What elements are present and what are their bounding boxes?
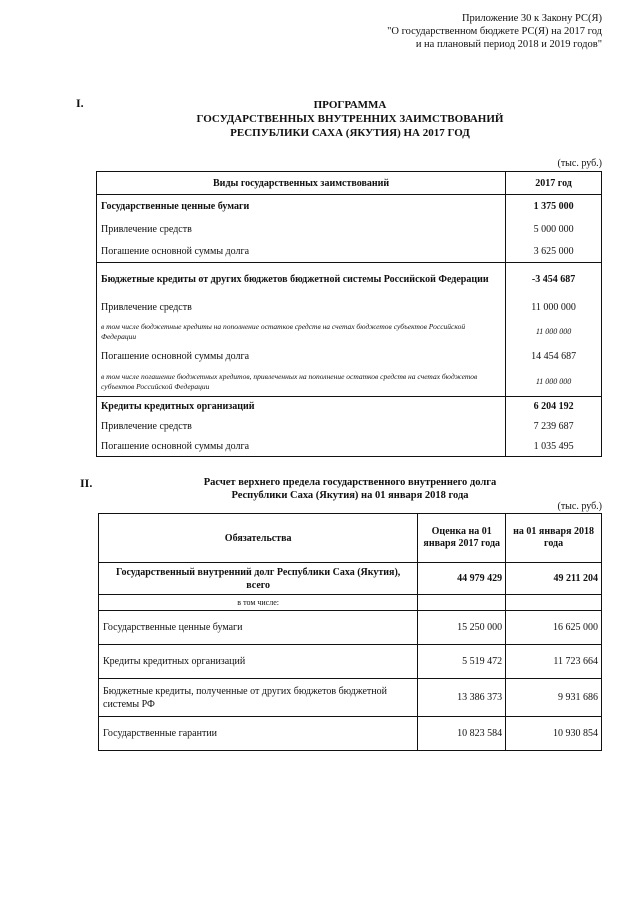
table-row bbox=[97, 263, 602, 297]
annex-line: и на плановый период 2018 и 2019 годов" bbox=[415, 39, 602, 50]
table-row bbox=[99, 717, 602, 751]
row-label: Государственные ценные бумаги bbox=[101, 201, 250, 213]
row-label: Привлечение средств bbox=[101, 421, 192, 432]
section1-title-line: ПРОГРАММА bbox=[313, 99, 387, 111]
section1-title-line: РЕСПУБЛИКИ САХА (ЯКУТИЯ) НА 2017 ГОД bbox=[230, 127, 470, 139]
table-row bbox=[97, 397, 602, 417]
table-row bbox=[99, 645, 602, 679]
table-row bbox=[99, 679, 602, 717]
table-row bbox=[97, 437, 602, 457]
row-label: Кредиты кредитных организаций bbox=[99, 645, 418, 679]
row-value-2017: 15 250 000 bbox=[418, 611, 506, 645]
section1-title bbox=[150, 98, 550, 140]
annex-line: Приложение 30 к Закону РС(Я) bbox=[461, 13, 602, 24]
row-label: Погашение основной суммы долга bbox=[101, 440, 250, 452]
section1-number: I. bbox=[76, 96, 84, 110]
row-value: 11 000 000 bbox=[506, 319, 602, 345]
row-label: Бюджетные кредиты, полученные от других бюджетов бюджетной системы РФ bbox=[99, 679, 418, 717]
row-value: 11 000 000 bbox=[506, 297, 602, 319]
row-value-2018: 49 211 204 bbox=[506, 563, 602, 595]
row-value-2018: 9 931 686 bbox=[506, 679, 602, 717]
row-value-2017: 13 386 373 bbox=[418, 679, 506, 717]
table-row bbox=[97, 297, 602, 319]
row-value: 3 625 000 bbox=[506, 241, 602, 263]
table-header-row bbox=[97, 172, 602, 195]
row-label: Погашение основной суммы долга bbox=[101, 245, 250, 257]
row-value-2017 bbox=[418, 595, 506, 611]
row-label: в том числе: bbox=[99, 595, 418, 611]
row-value-2017: 44 979 429 bbox=[418, 563, 506, 595]
row-value: 7 239 687 bbox=[506, 417, 602, 437]
row-label: в том числе бюджетные кредиты на пополнение остатков средств на счетах бюджетов субъектов Российской Федерации bbox=[101, 321, 466, 341]
row-value: 11 000 000 bbox=[506, 369, 602, 397]
annex-note bbox=[387, 12, 602, 51]
table-row bbox=[97, 219, 602, 241]
row-label: Бюджетные кредиты от других бюджетов бюджетной системы Российской Федерации bbox=[97, 263, 506, 297]
borrowing-program-table bbox=[96, 171, 602, 457]
table-row bbox=[99, 611, 602, 645]
row-value-2018: 11 723 664 bbox=[506, 645, 602, 679]
table-row bbox=[97, 241, 602, 263]
row-value-2018: 10 930 854 bbox=[506, 717, 602, 751]
row-value-2017: 5 519 472 bbox=[418, 645, 506, 679]
table-row bbox=[99, 563, 602, 595]
table-row bbox=[97, 345, 602, 369]
row-value-2017: 10 823 584 bbox=[418, 717, 506, 751]
row-label: Государственный внутренний долг Республики Саха (Якутия), всего bbox=[99, 563, 418, 595]
row-value: 1 035 495 bbox=[506, 437, 602, 457]
section1-unit: (тыс. руб.) bbox=[557, 158, 602, 169]
table-header-row bbox=[99, 514, 602, 563]
debt-limit-table bbox=[98, 513, 602, 751]
section2-title bbox=[150, 476, 550, 502]
table-row bbox=[97, 417, 602, 437]
table-row bbox=[97, 195, 602, 219]
row-label: Привлечение средств bbox=[101, 224, 192, 235]
section2-title-line: Расчет верхнего предела государственного внутреннего долга bbox=[203, 477, 497, 488]
header-estimate-2017: Оценка на 01 января 2017 года bbox=[418, 514, 506, 563]
row-value: -3 454 687 bbox=[506, 263, 602, 297]
row-value-2018 bbox=[506, 595, 602, 611]
section2-title-line: Республики Саха (Якутия) на 01 января 2018 года bbox=[231, 490, 469, 501]
row-label: Привлечение средств bbox=[101, 302, 192, 313]
row-label: в том числе погашение бюджетных кредитов, привлеченных на пополнение остатков средств на счетах бюджетов субъектов Российской Федерации bbox=[101, 372, 478, 392]
section2-unit: (тыс. руб.) bbox=[557, 501, 602, 512]
row-value: 6 204 192 bbox=[506, 397, 602, 417]
table-row bbox=[97, 319, 602, 345]
row-value: 1 375 000 bbox=[506, 195, 602, 219]
table-row bbox=[99, 595, 602, 611]
row-value-2018: 16 625 000 bbox=[506, 611, 602, 645]
row-value: 5 000 000 bbox=[506, 219, 602, 241]
table-row bbox=[97, 369, 602, 397]
header-2018: на 01 января 2018 года bbox=[506, 514, 602, 563]
section1-title-line: ГОСУДАРСТВЕННЫХ ВНУТРЕННИХ ЗАИМСТВОВАНИЙ bbox=[196, 113, 504, 125]
row-label: Погашение основной суммы долга bbox=[101, 351, 250, 362]
section2-number: II. bbox=[80, 476, 93, 490]
row-label: Кредиты кредитных организаций bbox=[97, 397, 506, 417]
header-year-2017: 2017 год bbox=[506, 172, 602, 195]
row-label: Государственные ценные бумаги bbox=[99, 611, 418, 645]
header-borrowing-types: Виды государственных заимствований bbox=[97, 172, 506, 195]
header-obligations: Обязательства bbox=[99, 514, 418, 563]
row-label: Государственные гарантии bbox=[99, 717, 418, 751]
annex-line: "О государственном бюджете РС(Я) на 2017 год bbox=[387, 26, 602, 37]
row-value: 14 454 687 bbox=[506, 345, 602, 369]
